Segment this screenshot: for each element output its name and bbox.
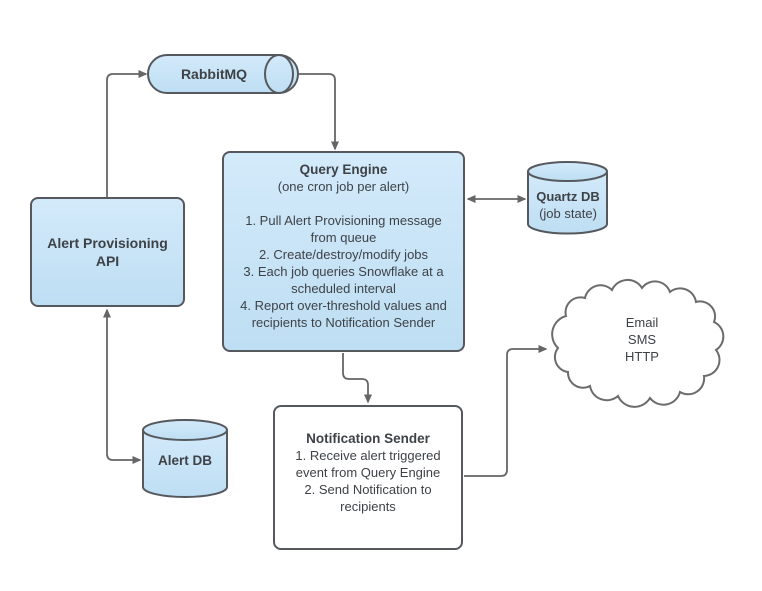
query-engine-step: 2. Create/destroy/modify jobs [258,247,429,262]
query-engine-step: 1. Pull Alert Provisioning message from queue [245,213,442,245]
node-notification-sender [273,405,463,550]
node-alert-provisioning-api [30,197,185,307]
notification-sender-step: 2. Send Notification to recipients [304,482,432,514]
connector-api-alert-db [107,310,140,460]
query-engine-title: Query Engine [299,162,388,177]
query-engine-step: 4. Report over-threshold values and recipients to Notification Sender [240,298,447,330]
connector-rabbitmq-to-query-engine [298,74,335,149]
alert-db-label: Alert DB [157,452,212,468]
cloud-line-email: Email [625,315,659,330]
cloud-line-sms: SMS [627,332,657,347]
notification-sender-title: Notification Sender [306,431,430,446]
alert-db-cylinder-shape [143,420,227,497]
query-engine-step: 3. Each job queries Snowflake at a scheduled interval [243,264,444,296]
query-engine-spacer [233,195,454,212]
notification-sender-step: 1. Receive alert triggered event from Query Engine [295,448,441,480]
connector-api-to-rabbitmq [107,74,146,197]
rabbitmq-queue-label: RabbitMQ [180,65,248,82]
alert-provisioning-api-label: Alert Provisioning API [47,235,168,269]
connector-query-engine-to-notification-sender [343,353,368,402]
rabbitmq-queue-shape [148,55,298,93]
quartz-db-cylinder-shape [528,162,607,234]
cloud-shape [552,280,723,407]
quartz-db-title: Quartz DB [536,189,600,204]
connector-notification-sender-to-cloud [464,349,546,476]
cloud-line-http: HTTP [625,349,659,364]
query-engine-subtitle: (one cron job per alert) [277,179,410,194]
quartz-db-subtitle: (job state) [539,206,597,221]
node-query-engine [222,151,465,352]
